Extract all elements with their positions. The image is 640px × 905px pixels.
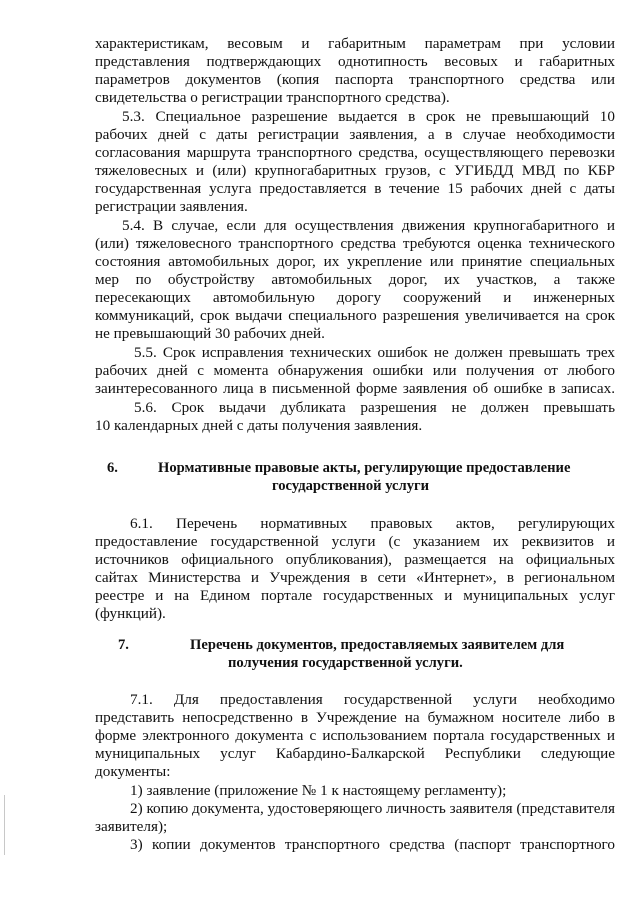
text-line: рабочих дней с даты регистрации заявления, а в случае необходимости	[95, 126, 615, 143]
text-line: рабочих дней с момента обнаружения ошибки или получения от любого	[95, 362, 615, 379]
text-line: пересекающих автомобильную дорогу сооружений и инженерных	[95, 289, 615, 306]
section-7-number: 7.	[118, 637, 129, 653]
text-line: государственная услуга предоставляется в течение 15 рабочих дней с даты	[95, 180, 615, 197]
text-line: реестре и на Едином портале государственных и муниципальных услуг	[95, 587, 615, 604]
text-line: характеристикам, весовым и габаритным параметрам при условии	[95, 35, 615, 52]
list-item: 2) копию документа, удостоверяющего личность заявителя (представителя	[130, 800, 615, 817]
text-line: (или) тяжеловесного транспортного средства требуются оценка технического	[95, 235, 615, 252]
section-6-title-cont: государственной услуги	[272, 478, 430, 494]
text-line: не превышающий 30 рабочих дней.	[95, 325, 325, 342]
text-line: представления подтверждающих однотипность весовых и габаритных	[95, 53, 615, 70]
text-line: источников официального опубликования), размещается на официальных	[95, 551, 615, 568]
text-line: заявителя);	[95, 818, 168, 835]
text-line: мер по обустройству автомобильных дорог, их участков, а также	[95, 271, 615, 288]
text-line: муниципальных услуг Кабардино-Балкарской Республики следующие	[95, 745, 615, 762]
text-line: коммуникаций, срок выдачи специального разрешения увеличивается на срок	[95, 307, 615, 324]
list-item: 1) заявление (приложение № 1 к настоящему регламенту);	[130, 782, 507, 799]
paragraph-5-6-start: 5.6. Срок выдачи дубликата разрешения не должен превышать	[134, 399, 615, 416]
section-6-title: Нормативные правовые акты, регулирующие предоставление	[158, 460, 571, 476]
text-line: сайтах Министерства и Учреждения в сети «Интернет», в региональном	[95, 569, 615, 586]
section-7-title: Перечень документов, предоставляемых заявителем для	[190, 637, 565, 653]
text-line: документы:	[95, 763, 171, 780]
section-6-number: 6.	[107, 460, 118, 476]
paragraph-5-3-start: 5.3. Специальное разрешение выдается в срок не превышающий 10	[122, 108, 615, 125]
text-line: свидетельства о регистрации транспортного средства).	[95, 89, 450, 106]
text-line: тяжеловесных и (или) крупногабаритных грузов, с УГИБДД МВД по КБР	[95, 162, 615, 179]
text-line: предоставление государственной услуги (с указанием их реквизитов и	[95, 533, 615, 550]
text-line: регистрации заявления.	[95, 198, 248, 215]
text-line: (функций).	[95, 605, 166, 622]
list-item: 3) копии документов транспортного средства (паспорт транспортного	[130, 836, 615, 853]
paragraph-5-4-start: 5.4. В случае, если для осуществления движения крупногабаритного и	[122, 217, 615, 234]
paragraph-6-1-start: 6.1. Перечень нормативных правовых актов, регулирующих	[130, 515, 615, 532]
text-line: согласования маршрута транспортного средства, осуществляющего перевозки	[95, 144, 615, 161]
paragraph-5-5-start: 5.5. Срок исправления технических ошибок не должен превышать трех	[134, 344, 615, 361]
text-line: форме электронного документа с использованием портала государственных и	[95, 727, 615, 744]
text-line: параметров документов (копия паспорта транспортного средства или	[95, 71, 615, 88]
text-line: состояния автомобильных дорог, их укрепление или принятие специальных	[95, 253, 615, 270]
paragraph-7-1-start: 7.1. Для предоставления государственной услуги необходимо	[130, 691, 615, 708]
section-7-title-cont: получения государственной услуги.	[228, 655, 463, 671]
scan-artifact	[4, 795, 5, 855]
text-line: 10 календарных дней с даты получения заявления.	[95, 417, 423, 434]
text-line: заинтересованного лица в письменной форме заявления об ошибке в записах.	[95, 380, 615, 397]
text-line: представить непосредственно в Учреждение на бумажном носителе либо в	[95, 709, 615, 726]
